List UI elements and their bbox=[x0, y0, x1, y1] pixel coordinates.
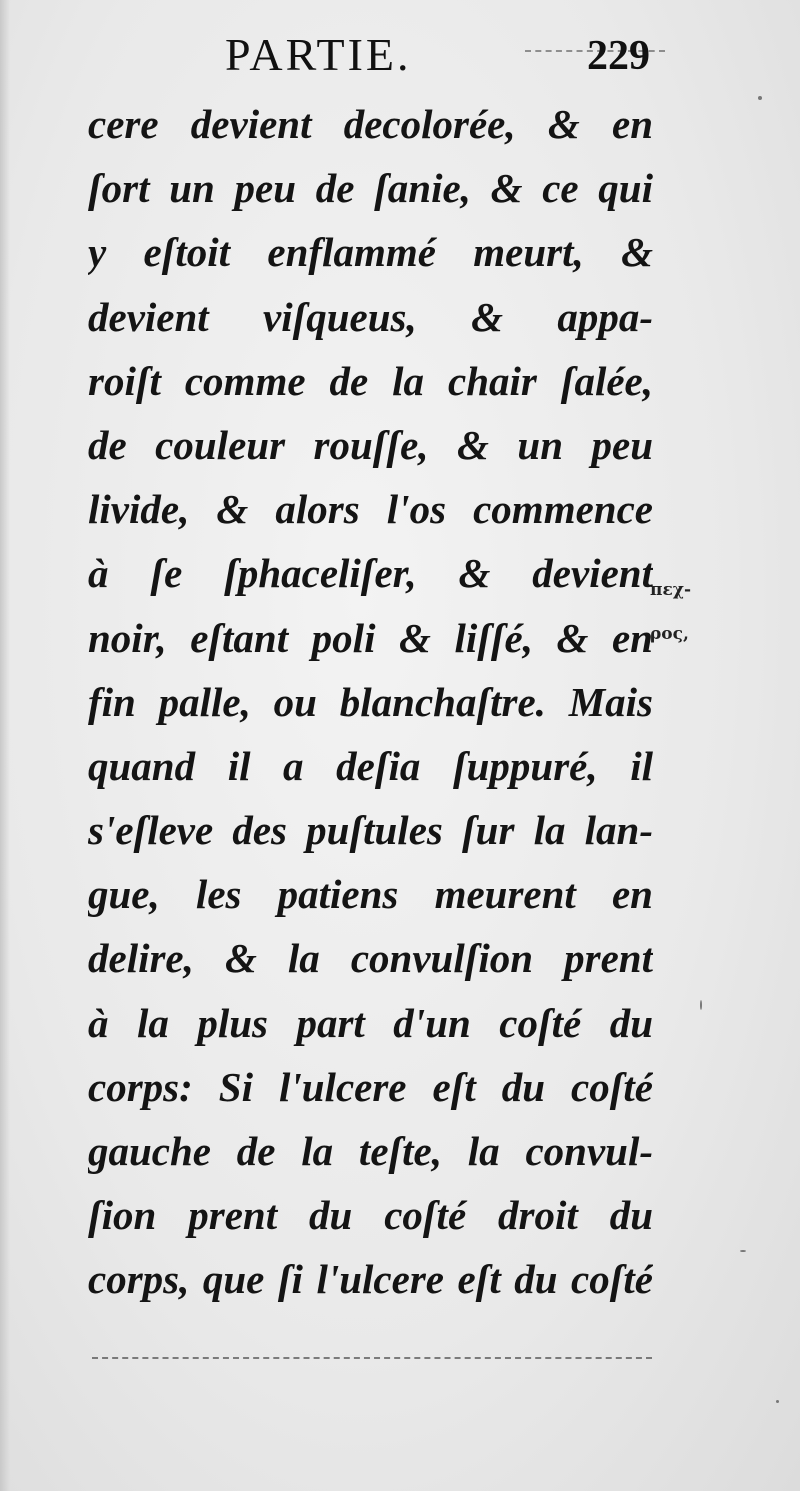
text-line: ſort un peu de ſanie, & ce qui bbox=[88, 165, 653, 212]
running-head: PARTIE. bbox=[225, 29, 412, 80]
paper-speck bbox=[740, 1250, 746, 1252]
margin-note-line: ρος, bbox=[650, 624, 689, 644]
margin-note-line: πεχ- bbox=[650, 580, 692, 600]
page-header bbox=[225, 28, 650, 88]
paper-speck bbox=[758, 96, 762, 100]
text-line: fin palle, ou blanchaſtre. Mais bbox=[88, 678, 653, 725]
text-line: y eſtoit enflammé meurt, & bbox=[88, 229, 653, 276]
page-edge-shadow bbox=[0, 0, 10, 1491]
text-line: à la plus part d'un coſté du bbox=[88, 999, 653, 1046]
body-text bbox=[88, 92, 653, 1312]
text-line: gue, les patiens meurent en bbox=[88, 871, 653, 918]
paper-speck bbox=[700, 1000, 702, 1010]
text-line: cere devient decolorée, & en bbox=[88, 101, 653, 147]
text-line: devient viſqueus, & appa- bbox=[88, 293, 653, 340]
text-line: livide, & alors l'os commence bbox=[88, 486, 653, 533]
text-line: noir, eſtant poli & liſſé, & en bbox=[88, 614, 653, 661]
paper-speck bbox=[776, 1400, 779, 1403]
margin-note bbox=[650, 568, 770, 656]
text-line: corps, que ſi l'ulcere eſt du coſté bbox=[88, 1256, 653, 1303]
text-line: de couleur rouſſe, & un peu bbox=[88, 421, 653, 468]
text-line: roiſt comme de la chair ſalée, bbox=[88, 357, 653, 404]
text-line: delire, & la convulſion prent bbox=[88, 935, 653, 982]
text-line: gauche de la teſte, la convul- bbox=[88, 1128, 653, 1174]
text-line: ſion prent du coſté droit du bbox=[88, 1192, 653, 1239]
text-line: s'eſleve des puſtules ſur la lan- bbox=[88, 807, 653, 854]
text-line: corps: Si l'ulcere eſt du coſté bbox=[88, 1063, 653, 1110]
text-line: quand il a deſia ſuppuré, il bbox=[88, 742, 653, 789]
footer-rule bbox=[92, 1357, 652, 1359]
page-number: 229 bbox=[587, 33, 650, 79]
text-line: à ſe ſphaceliſer, & devient bbox=[88, 550, 653, 597]
